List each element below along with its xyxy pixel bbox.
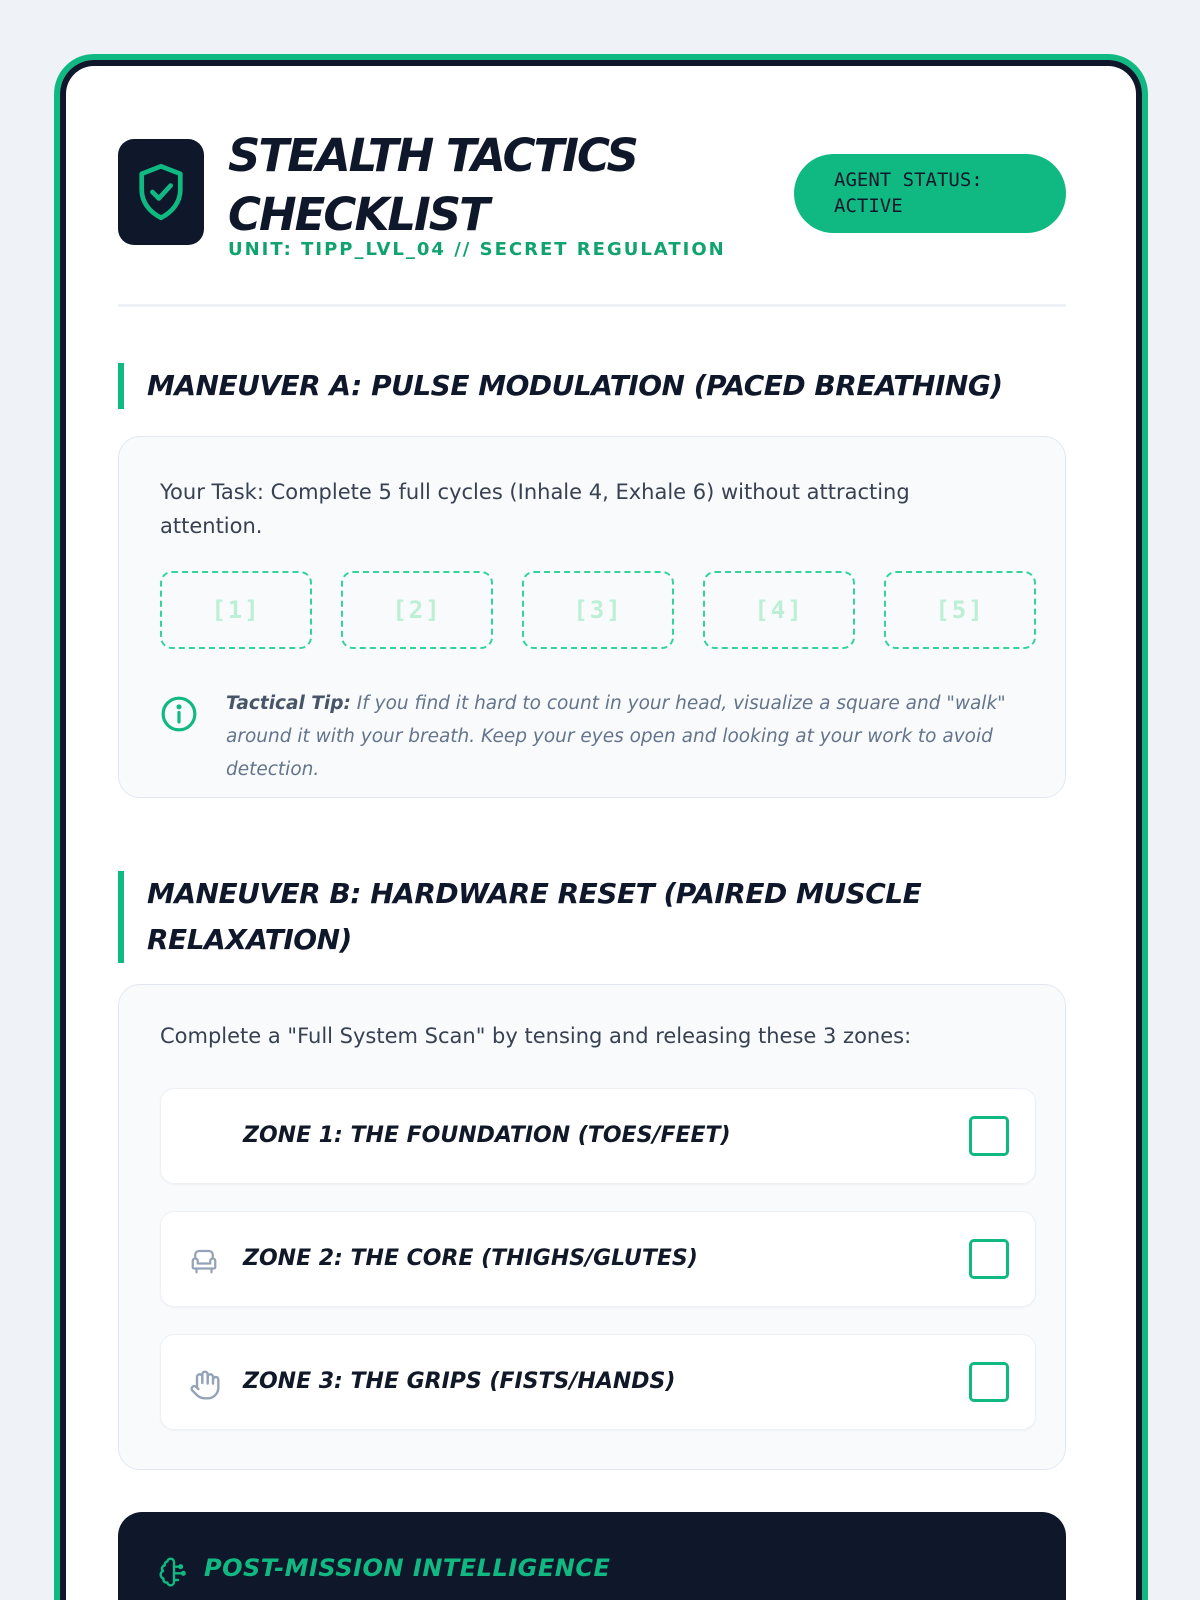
zone-item-3[interactable] — [160, 1334, 1036, 1430]
header-divider — [118, 304, 1066, 307]
zone-checkbox-2[interactable] — [969, 1239, 1009, 1279]
logo-badge — [118, 139, 204, 245]
zone-checkbox-3[interactable] — [969, 1362, 1009, 1402]
maneuver-a-heading: MANEUVER A: PULSE MODULATION (PACED BREATHING) — [118, 363, 1066, 409]
zone-checkbox-1[interactable] — [969, 1116, 1009, 1156]
post-mission-intel-panel — [118, 1512, 1066, 1600]
intel-title: POST-MISSION INTELLIGENCE — [204, 1554, 611, 1582]
brain-icon — [158, 1556, 190, 1588]
cycle-box-1[interactable]: [1] — [160, 571, 312, 649]
hand-icon — [189, 1369, 221, 1401]
cycle-box-3[interactable]: [3] — [522, 571, 674, 649]
maneuver-a-panel — [118, 436, 1066, 798]
maneuver-b-intro: Complete a "Full System Scan" by tensing and releasing these 3 zones: — [160, 1024, 912, 1048]
zone-item-1[interactable] — [160, 1088, 1036, 1184]
zone-label-1: ZONE 1: THE FOUNDATION (TOES/FEET) — [243, 1122, 731, 1148]
maneuver-b-heading: MANEUVER B: HARDWARE RESET (PAIRED MUSCLE RELAXATION) — [118, 871, 938, 963]
zone-item-2[interactable] — [160, 1211, 1036, 1307]
unit-subtitle: UNIT: TIPP_LVL_04 // SECRET REGULATION — [228, 239, 726, 260]
zone-label-3: ZONE 3: THE GRIPS (FISTS/HANDS) — [243, 1368, 676, 1394]
info-icon — [160, 695, 198, 733]
checklist-card-body — [60, 60, 1142, 1600]
checklist-card — [54, 54, 1148, 1600]
tactical-tip — [226, 687, 1036, 786]
tip-label: Tactical Tip: — [226, 693, 351, 714]
maneuver-b-panel — [118, 984, 1066, 1470]
cycle-box-5[interactable]: [5] — [884, 571, 1036, 649]
page-title: STEALTH TACTICS CHECKLIST — [228, 129, 637, 241]
agent-status-badge: AGENT STATUS: ACTIVE — [794, 154, 1066, 233]
cycle-box-4[interactable]: [4] — [703, 571, 855, 649]
armchair-icon — [189, 1246, 219, 1276]
shield-check-icon — [135, 162, 187, 222]
maneuver-a-task: Your Task: Complete 5 full cycles (Inhale 4, Exhale 6) without attracting attention. — [160, 480, 910, 538]
zone-label-2: ZONE 2: THE CORE (THIGHS/GLUTES) — [243, 1245, 698, 1271]
tip-body: If you find it hard to count in your head, visualize a square and "walk" around it with your breath. Keep your eyes open and looking at your work to avoid detection. — [226, 693, 1006, 780]
cycle-box-2[interactable]: [2] — [341, 571, 493, 649]
